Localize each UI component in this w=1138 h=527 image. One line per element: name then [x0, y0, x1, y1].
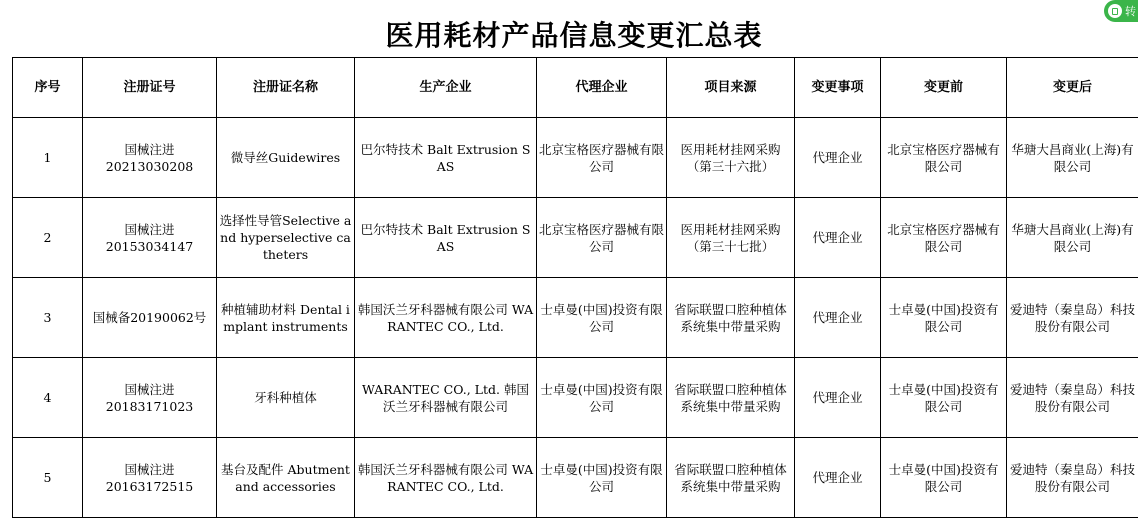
cell-after: 爱迪特（秦皇岛）科技股份有限公司: [1007, 358, 1138, 438]
cell-change-item: 代理企业: [795, 198, 881, 278]
cell-after: 华瑭大昌商业(上海)有限公司: [1007, 118, 1138, 198]
cell-before: 士卓曼(中国)投资有限公司: [881, 438, 1007, 518]
convert-button[interactable]: [1104, 0, 1138, 22]
cell-reg-no: [83, 438, 217, 518]
cell-manufacturer: 韩国沃兰牙科器械有限公司 WARANTEC CO., Ltd.: [355, 438, 537, 518]
table-row: [13, 278, 1138, 358]
cell-change-item: 代理企业: [795, 438, 881, 518]
cell-change-item: 代理企业: [795, 118, 881, 198]
cell-reg-name: 微导丝Guidewires: [217, 118, 355, 198]
cell-no: 3: [13, 278, 83, 358]
cell-reg-no: [83, 118, 217, 198]
cell-source: 医用耗材挂网采购（第三十六批）: [667, 118, 795, 198]
cell-no: 4: [13, 358, 83, 438]
reg-no-line: 国械注进 20153034147: [105, 221, 194, 254]
cell-source: 医用耗材挂网采购（第三十七批）: [667, 198, 795, 278]
header-after: 变更后: [1007, 58, 1138, 118]
header-reg-name: 注册证名称: [217, 58, 355, 118]
reg-no-line: 国械注进 20213030208: [105, 141, 194, 174]
cell-manufacturer: 巴尔特技术 Balt Extrusion SAS: [355, 198, 537, 278]
cell-after: 爱迪特（秦皇岛）科技股份有限公司: [1007, 278, 1138, 358]
cell-before: 士卓曼(中国)投资有限公司: [881, 278, 1007, 358]
cell-reg-name: 牙科种植体: [217, 358, 355, 438]
reg-no-line: 国械注进 20183171023: [105, 381, 194, 414]
cell-reg-name: 选择性导管Selective and hyperselective catheters: [217, 198, 355, 278]
cell-reg-no: [83, 278, 217, 358]
header-no: 序号: [13, 58, 83, 118]
header-before: 变更前: [881, 58, 1007, 118]
cell-before: 北京宝格医疗器械有限公司: [881, 118, 1007, 198]
cell-before: 北京宝格医疗器械有限公司: [881, 198, 1007, 278]
cell-agent: 士卓曼(中国)投资有限公司: [537, 438, 667, 518]
header-source: 项目来源: [667, 58, 795, 118]
cell-after: 爱迪特（秦皇岛）科技股份有限公司: [1007, 438, 1138, 518]
cell-manufacturer: WARANTEC CO., Ltd. 韩国沃兰牙科器械有限公司: [355, 358, 537, 438]
cell-no: 2: [13, 198, 83, 278]
cell-agent: 北京宝格医疗器械有限公司: [537, 198, 667, 278]
header-agent: 代理企业: [537, 58, 667, 118]
table-row: [13, 358, 1138, 438]
cell-after: 华瑭大昌商业(上海)有限公司: [1007, 198, 1138, 278]
table-header-row: [13, 58, 1138, 118]
cell-reg-name: 种植辅助材料 Dental implant instruments: [217, 278, 355, 358]
cell-change-item: 代理企业: [795, 358, 881, 438]
summary-table: [12, 57, 1138, 518]
cell-source: 省际联盟口腔种植体系统集中带量采购: [667, 358, 795, 438]
cell-reg-name: 基台及配件 Abutment and accessories: [217, 438, 355, 518]
cell-agent: 士卓曼(中国)投资有限公司: [537, 278, 667, 358]
header-reg-no: 注册证号: [83, 58, 217, 118]
cell-source: 省际联盟口腔种植体系统集中带量采购: [667, 438, 795, 518]
reg-no-line: 国械备20190062号: [92, 310, 207, 325]
reg-no-line: 国械注进 20163172515: [105, 461, 194, 494]
cell-agent: 士卓曼(中国)投资有限公司: [537, 358, 667, 438]
convert-icon: [1108, 4, 1122, 18]
cell-before: 士卓曼(中国)投资有限公司: [881, 358, 1007, 438]
table-row: [13, 438, 1138, 518]
cell-reg-no: [83, 198, 217, 278]
header-change-item: 变更事项: [795, 58, 881, 118]
table-row: [13, 198, 1138, 278]
header-manufacturer: 生产企业: [355, 58, 537, 118]
cell-manufacturer: 韩国沃兰牙科器械有限公司 WARANTEC CO., Ltd.: [355, 278, 537, 358]
cell-reg-no: [83, 358, 217, 438]
cell-manufacturer: 巴尔特技术 Balt Extrusion SAS: [355, 118, 537, 198]
cell-source: 省际联盟口腔种植体系统集中带量采购: [667, 278, 795, 358]
convert-label: 转: [1125, 5, 1136, 18]
cell-agent: 北京宝格医疗器械有限公司: [537, 118, 667, 198]
page-title: 医用耗材产品信息变更汇总表: [385, 19, 763, 52]
cell-no: 1: [13, 118, 83, 198]
cell-change-item: 代理企业: [795, 278, 881, 358]
table-row: [13, 118, 1138, 198]
cell-no: 5: [13, 438, 83, 518]
